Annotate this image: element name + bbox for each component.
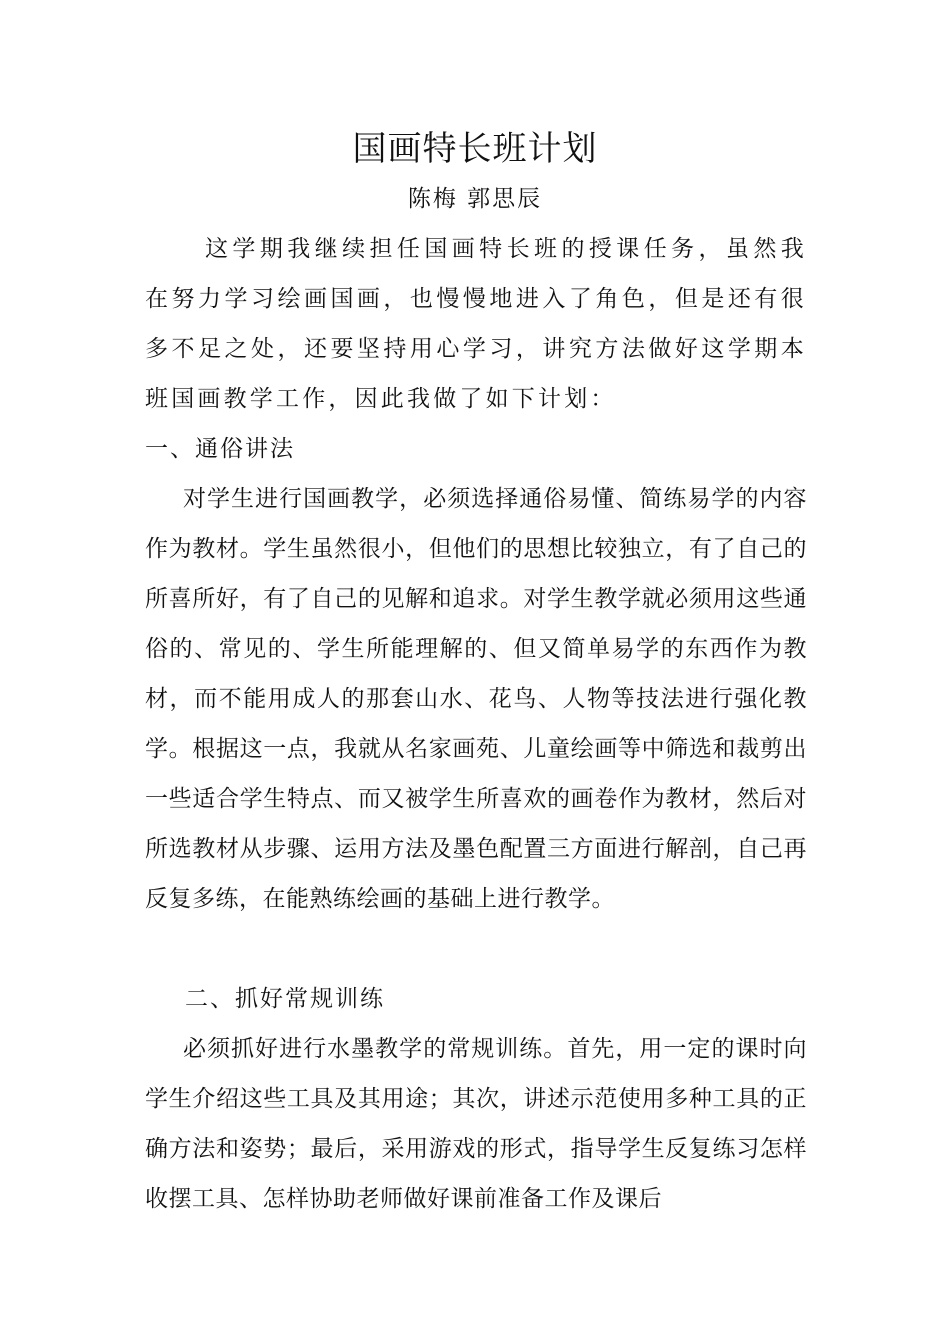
section-1-heading: 一、通俗讲法 xyxy=(145,436,295,462)
section-1-paragraph: 对学生进行国画教学，必须选择通俗易懂、简练易学的内容作为教材。学生虽然很小，但他们的思想比较独立，有了自己的所喜所好，有了自己的见解和追求。对学生教学就必须用这些通俗的、常见的、学生所能理解的、但又简单易学的东西作为教材，而不能用成人的那套山水、花鸟、人物等技法进行强化教学。根据这一点，我就从名家画苑、儿童绘画等中筛选和裁剪出一些适合学生特点、而又被学生所喜欢的画卷作为教材，然后对所选教材从步骤、运用方法及墨色配置三方面进行解剖，自己再反复多练，在能熟练绘画的基础上进行教学。 xyxy=(145,486,807,912)
section-2-paragraph-block xyxy=(145,1024,807,1224)
section-2-heading: 二、抓好常规训练 xyxy=(185,986,385,1012)
intro-paragraph: 这学期我继续担任国画特长班的授课任务，虽然我在努力学习绘画国画，也慢慢地进入了角色，但是还有很多不足之处，还要坚持用心学习，讲究方法做好这学期本班国画教学工作，因此我做了如下计划： xyxy=(145,236,807,412)
document-authors: 陈梅 郭思辰 xyxy=(407,186,543,212)
intro-paragraph-block xyxy=(145,224,807,424)
section-1-heading-block xyxy=(145,424,807,474)
document-title: 国画特长班计划 xyxy=(352,129,598,169)
section-1-paragraph-block xyxy=(145,474,807,924)
section-2-heading-block xyxy=(145,974,807,1024)
section-2-paragraph: 必须抓好进行水墨教学的常规训练。首先，用一定的课时向学生介绍这些工具及其用途；其次，讲述示范使用多种工具的正确方法和姿势；最后，采用游戏的形式，指导学生反复练习怎样收摆工具、怎样协助老师做好课前准备工作及课后 xyxy=(145,1036,807,1212)
